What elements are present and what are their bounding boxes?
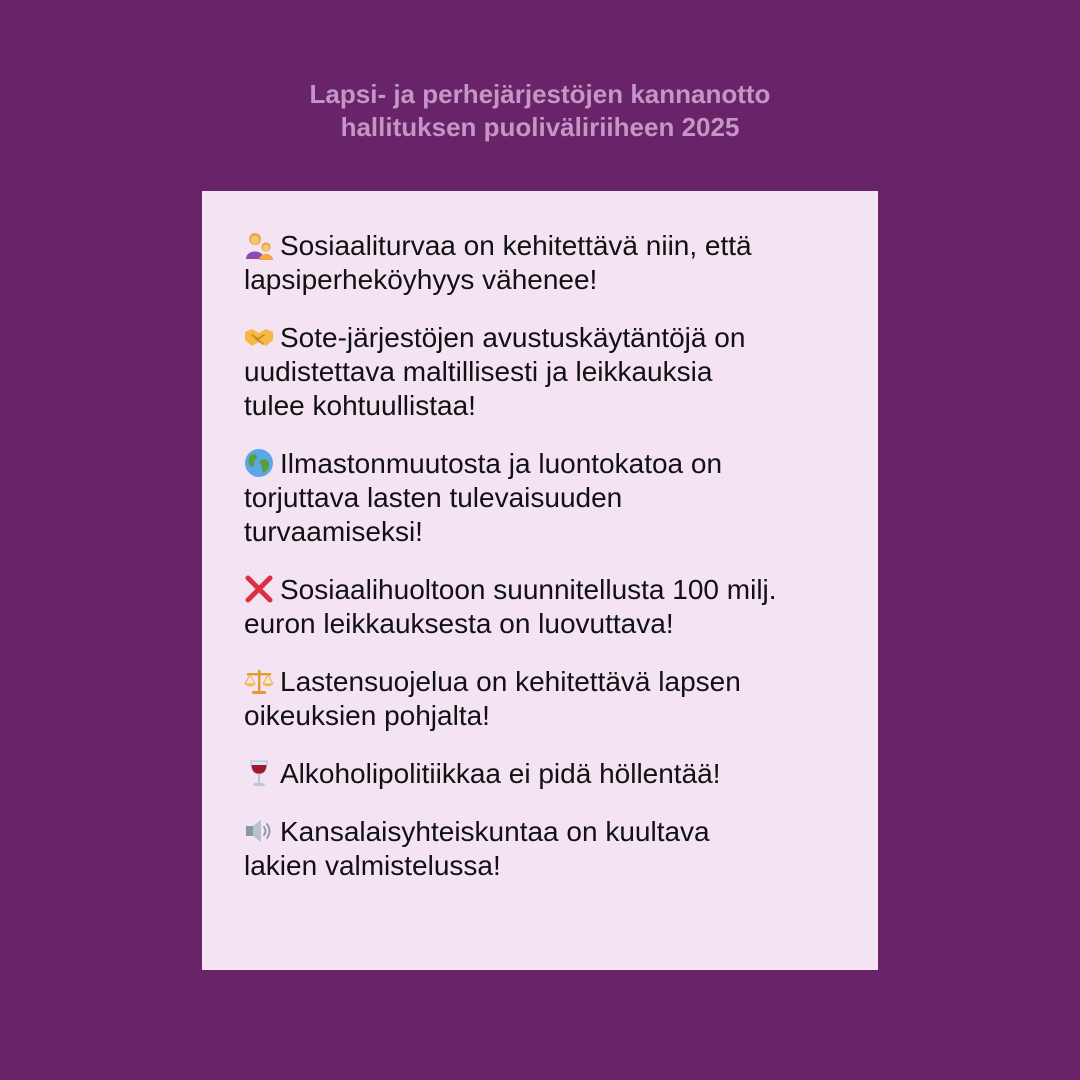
list-item-child-protection xyxy=(244,665,842,733)
item-line: lapsiperheköyhyys vähenee! xyxy=(244,264,598,295)
item-line: torjuttava lasten tulevaisuuden xyxy=(244,482,623,513)
title-line-2: hallituksen puoliväliriiheen 2025 xyxy=(340,112,740,142)
list-item-social-care xyxy=(244,573,842,641)
list-item-climate xyxy=(244,447,842,549)
item-line xyxy=(244,815,842,849)
item-line xyxy=(244,665,842,699)
list-item-social-security xyxy=(244,229,842,297)
wine-glass-icon xyxy=(244,758,274,788)
title-line-1: Lapsi- ja perhejärjestöjen kannanotto xyxy=(309,79,771,109)
item-line: euron leikkauksesta on luovuttava! xyxy=(244,608,674,639)
scales-icon xyxy=(244,666,274,696)
item-text: Sosiaalihuoltoon suunnitellusta 100 milj. xyxy=(280,574,777,605)
item-text: Sosiaaliturvaa on kehitettävä niin, että xyxy=(280,230,752,261)
item-text: Ilmastonmuutosta ja luontokatoa on xyxy=(280,448,723,479)
item-line xyxy=(244,573,842,607)
item-line xyxy=(244,447,842,481)
item-line: uudistettava maltillisesti ja leikkauksia xyxy=(244,356,713,387)
item-text: Sote-järjestöjen avustuskäytäntöjä on xyxy=(280,322,746,353)
item-text: Lastensuojelua on kehitettävä lapsen xyxy=(280,666,741,697)
speaker-icon xyxy=(244,816,274,846)
list-item-alcohol xyxy=(244,757,842,791)
item-line: turvaamiseksi! xyxy=(244,516,423,547)
list-item-civil-society xyxy=(244,815,842,883)
item-line: tulee kohtuullistaa! xyxy=(244,390,476,421)
item-line: oikeuksien pohjalta! xyxy=(244,700,490,731)
demands-card xyxy=(202,191,878,970)
globe-icon xyxy=(244,448,274,478)
item-line xyxy=(244,757,842,791)
item-line xyxy=(244,321,842,355)
item-line: lakien valmistelussa! xyxy=(244,850,501,881)
page-title xyxy=(0,78,1080,144)
cross-mark-icon xyxy=(244,574,274,604)
parent-child-icon xyxy=(244,230,274,260)
item-text: Kansalaisyhteiskuntaa on kuultava xyxy=(280,816,710,847)
item-text: Alkoholipolitiikkaa ei pidä höllentää! xyxy=(280,758,721,789)
handshake-icon xyxy=(244,322,274,352)
list-item-grants xyxy=(244,321,842,423)
item-line xyxy=(244,229,842,263)
